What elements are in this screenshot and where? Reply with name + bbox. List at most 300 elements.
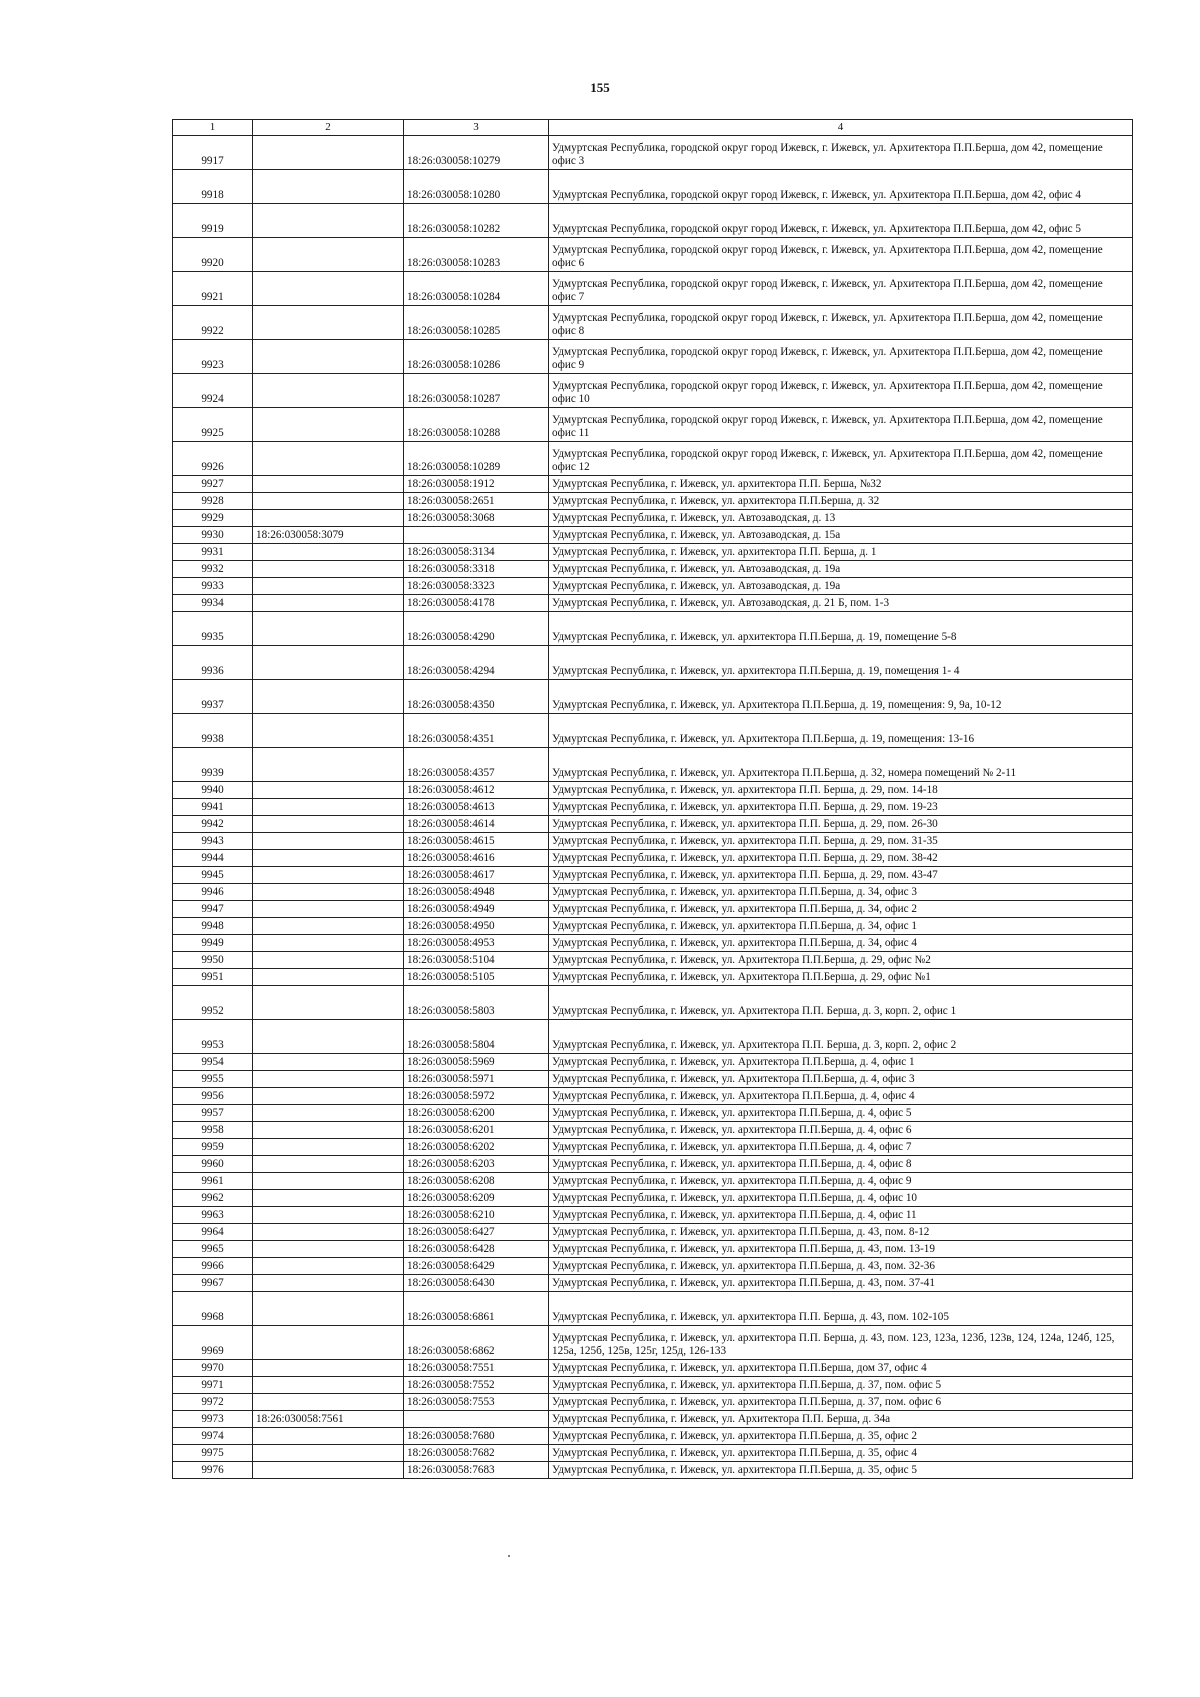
cell-address: Удмуртская Республика, г. Ижевск, ул. архитектора П.П.Берша, д. 34, офис 3: [549, 884, 1133, 901]
table-row: [173, 935, 1133, 952]
cell-parcel-number: 18:26:030058:3079: [253, 527, 404, 544]
cell-parcel-number: [253, 782, 404, 799]
cell-parcel-number: [253, 867, 404, 884]
table-row: [173, 1428, 1133, 1445]
cell-address: Удмуртская Республика, г. Ижевск, ул. архитектора П.П.Берша, д. 43, пом. 32-36: [549, 1258, 1133, 1275]
cell-number: 9966: [173, 1258, 253, 1275]
table-row: [173, 527, 1133, 544]
table-row: [173, 1241, 1133, 1258]
cell-number: 9940: [173, 782, 253, 799]
cell-parcel-number: [253, 1428, 404, 1445]
cell-number: 9945: [173, 867, 253, 884]
cell-number: 9971: [173, 1377, 253, 1394]
cell-parcel-number: [253, 1292, 404, 1326]
cell-address: Удмуртская Республика, г. Ижевск, ул. Архитектора П.П. Берша, д. 3, корп. 2, офис 2: [549, 1020, 1133, 1054]
cell-address: Удмуртская Республика, г. Ижевск, ул. архитектора П.П.Берша, д. 34, офис 2: [549, 901, 1133, 918]
cell-cadastral-number: 18:26:030058:7682: [404, 1445, 549, 1462]
cell-cadastral-number: 18:26:030058:6861: [404, 1292, 549, 1326]
table-row: [173, 306, 1133, 340]
cell-cadastral-number: 18:26:030058:10287: [404, 374, 549, 408]
cell-number: 9973: [173, 1411, 253, 1428]
cell-parcel-number: [253, 1020, 404, 1054]
table-row: [173, 1173, 1133, 1190]
table-row: [173, 1207, 1133, 1224]
cell-parcel-number: [253, 850, 404, 867]
cell-number: 9968: [173, 1292, 253, 1326]
cell-cadastral-number: 18:26:030058:7552: [404, 1377, 549, 1394]
cell-address: Удмуртская Республика, г. Ижевск, ул. архитектора П.П. Берша, д. 43, пом. 123, 123а, 123б, 123в, 124, 124а, 124б, 125, 125а, 125б, 125в, 125г, 125д, 126-133: [549, 1326, 1133, 1360]
cell-address: Удмуртская Республика, г. Ижевск, ул. архитектора П.П.Берша, д. 19, помещения 1- 4: [549, 646, 1133, 680]
cell-parcel-number: [253, 884, 404, 901]
cell-address: Удмуртская Республика, городской округ город Ижевск, г. Ижевск, ул. Архитектора П.П.Берша, дом 42, помещение офис 8: [549, 306, 1133, 340]
cell-address: Удмуртская Республика, г. Ижевск, ул. архитектора П.П.Берша, д. 4, офис 11: [549, 1207, 1133, 1224]
cell-cadastral-number: 18:26:030058:5972: [404, 1088, 549, 1105]
cell-number: 9937: [173, 680, 253, 714]
table-row: [173, 238, 1133, 272]
cell-address: Удмуртская Республика, г. Ижевск, ул. архитектора П.П. Берша, д. 1: [549, 544, 1133, 561]
cell-parcel-number: [253, 1088, 404, 1105]
table-row: [173, 612, 1133, 646]
cell-cadastral-number: [404, 527, 549, 544]
table-row: [173, 680, 1133, 714]
cell-cadastral-number: 18:26:030058:6427: [404, 1224, 549, 1241]
cell-number: 9925: [173, 408, 253, 442]
cell-parcel-number: [253, 1054, 404, 1071]
cell-parcel-number: [253, 748, 404, 782]
cell-number: 9953: [173, 1020, 253, 1054]
cell-cadastral-number: 18:26:030058:10285: [404, 306, 549, 340]
cell-number: 9958: [173, 1122, 253, 1139]
cell-address: Удмуртская Республика, городской округ город Ижевск, г. Ижевск, ул. Архитектора П.П.Берша, дом 42, офис 5: [549, 204, 1133, 238]
cell-parcel-number: [253, 578, 404, 595]
table-row: [173, 833, 1133, 850]
cell-address: Удмуртская Республика, г. Ижевск, ул. архитектора П.П. Берша, д. 29, пом. 31-35: [549, 833, 1133, 850]
cell-number: 9929: [173, 510, 253, 527]
table-row: [173, 918, 1133, 935]
cell-address: Удмуртская Республика, г. Ижевск, ул. архитектора П.П.Берша, д. 4, офис 7: [549, 1139, 1133, 1156]
cell-address: Удмуртская Республика, г. Ижевск, ул. архитектора П.П. Берша, №32: [549, 476, 1133, 493]
cell-cadastral-number: 18:26:030058:7683: [404, 1462, 549, 1479]
cell-parcel-number: [253, 1173, 404, 1190]
header-row: [173, 120, 1133, 136]
table-row: [173, 1088, 1133, 1105]
cell-number: 9923: [173, 340, 253, 374]
cell-number: 9952: [173, 986, 253, 1020]
cell-cadastral-number: 18:26:030058:3323: [404, 578, 549, 595]
cell-parcel-number: [253, 1139, 404, 1156]
cell-parcel-number: 18:26:030058:7561: [253, 1411, 404, 1428]
cell-parcel-number: [253, 969, 404, 986]
cell-address: Удмуртская Республика, г. Ижевск, ул. Архитектора П.П.Берша, д. 32, номера помещений № 2-11: [549, 748, 1133, 782]
table-row: [173, 1071, 1133, 1088]
cell-parcel-number: [253, 1241, 404, 1258]
cell-address: Удмуртская Республика, г. Ижевск, ул. архитектора П.П. Берша, д. 29, пом. 14-18: [549, 782, 1133, 799]
table-row: [173, 493, 1133, 510]
cell-number: 9935: [173, 612, 253, 646]
table-row: [173, 442, 1133, 476]
cell-cadastral-number: 18:26:030058:4613: [404, 799, 549, 816]
cell-cadastral-number: 18:26:030058:5971: [404, 1071, 549, 1088]
cell-parcel-number: [253, 1224, 404, 1241]
cell-number: 9919: [173, 204, 253, 238]
cell-parcel-number: [253, 918, 404, 935]
cell-parcel-number: [253, 1377, 404, 1394]
cell-address: Удмуртская Республика, г. Ижевск, ул. архитектора П.П.Берша, д. 32: [549, 493, 1133, 510]
scan-speck: [508, 1555, 510, 1557]
cell-parcel-number: [253, 1122, 404, 1139]
table-row: [173, 782, 1133, 799]
cell-address: Удмуртская Республика, г. Ижевск, ул. архитектора П.П.Берша, д. 35, офис 5: [549, 1462, 1133, 1479]
cell-parcel-number: [253, 493, 404, 510]
cell-cadastral-number: 18:26:030058:4948: [404, 884, 549, 901]
cell-number: 9950: [173, 952, 253, 969]
cell-parcel-number: [253, 1394, 404, 1411]
cell-number: 9922: [173, 306, 253, 340]
cell-number: 9951: [173, 969, 253, 986]
cell-parcel-number: [253, 1275, 404, 1292]
cell-number: 9936: [173, 646, 253, 680]
table-row: [173, 1190, 1133, 1207]
cell-number: 9921: [173, 272, 253, 306]
cell-parcel-number: [253, 646, 404, 680]
cell-number: 9943: [173, 833, 253, 850]
table-row: [173, 1020, 1133, 1054]
cell-number: 9918: [173, 170, 253, 204]
cell-parcel-number: [253, 306, 404, 340]
cell-parcel-number: [253, 1462, 404, 1479]
cell-cadastral-number: 18:26:030058:4949: [404, 901, 549, 918]
cell-address: Удмуртская Республика, городской округ город Ижевск, г. Ижевск, ул. Архитектора П.П.Берша, дом 42, помещение офис 12: [549, 442, 1133, 476]
cell-number: 9967: [173, 1275, 253, 1292]
cell-number: 9975: [173, 1445, 253, 1462]
cell-cadastral-number: 18:26:030058:6203: [404, 1156, 549, 1173]
cell-address: Удмуртская Республика, городской округ город Ижевск, г. Ижевск, ул. Архитектора П.П.Берша, дом 42, помещение офис 3: [549, 136, 1133, 170]
cell-cadastral-number: 18:26:030058:4950: [404, 918, 549, 935]
cell-parcel-number: [253, 799, 404, 816]
cell-address: Удмуртская Республика, г. Ижевск, ул. Автозаводская, д. 13: [549, 510, 1133, 527]
cell-address: Удмуртская Республика, г. Ижевск, ул. архитектора П.П.Берша, д. 37, пом. офис 6: [549, 1394, 1133, 1411]
cell-number: 9955: [173, 1071, 253, 1088]
table-row: [173, 374, 1133, 408]
cell-parcel-number: [253, 561, 404, 578]
cell-cadastral-number: 18:26:030058:6208: [404, 1173, 549, 1190]
cell-address: Удмуртская Республика, г. Ижевск, ул. архитектора П.П.Берша, д. 43, пом. 37-41: [549, 1275, 1133, 1292]
cell-address: Удмуртская Республика, г. Ижевск, ул. Автозаводская, д. 19а: [549, 578, 1133, 595]
cell-cadastral-number: 18:26:030058:6428: [404, 1241, 549, 1258]
cell-cadastral-number: 18:26:030058:7551: [404, 1360, 549, 1377]
table-row: [173, 578, 1133, 595]
table-row: [173, 1054, 1133, 1071]
cell-parcel-number: [253, 1156, 404, 1173]
cell-number: 9970: [173, 1360, 253, 1377]
table-row: [173, 1360, 1133, 1377]
table-row: [173, 1224, 1133, 1241]
cell-cadastral-number: 18:26:030058:10284: [404, 272, 549, 306]
cell-parcel-number: [253, 272, 404, 306]
cell-address: Удмуртская Республика, городской округ город Ижевск, г. Ижевск, ул. Архитектора П.П.Берша, дом 42, помещение офис 7: [549, 272, 1133, 306]
table-row: [173, 595, 1133, 612]
table-row: [173, 884, 1133, 901]
cell-address: Удмуртская Республика, г. Ижевск, ул. Архитектора П.П.Берша, д. 4, офис 4: [549, 1088, 1133, 1105]
table-header: [173, 120, 1133, 136]
cell-address: Удмуртская Республика, г. Ижевск, ул. архитектора П.П.Берша, д. 4, офис 6: [549, 1122, 1133, 1139]
table-row: [173, 340, 1133, 374]
cell-parcel-number: [253, 1326, 404, 1360]
table-row: [173, 850, 1133, 867]
table-row: [173, 901, 1133, 918]
cell-cadastral-number: 18:26:030058:5803: [404, 986, 549, 1020]
cell-address: Удмуртская Республика, г. Ижевск, ул. Архитектора П.П.Берша, д. 19, помещения: 9, 9а, 10-12: [549, 680, 1133, 714]
cell-cadastral-number: 18:26:030058:4178: [404, 595, 549, 612]
cell-cadastral-number: 18:26:030058:10289: [404, 442, 549, 476]
cell-number: 9963: [173, 1207, 253, 1224]
cell-address: Удмуртская Республика, городской округ город Ижевск, г. Ижевск, ул. Архитектора П.П.Берша, дом 42, помещение офис 11: [549, 408, 1133, 442]
cell-number: 9965: [173, 1241, 253, 1258]
table-row: [173, 561, 1133, 578]
cell-address: Удмуртская Республика, г. Ижевск, ул. архитектора П.П.Берша, д. 4, офис 8: [549, 1156, 1133, 1173]
table-row: [173, 969, 1133, 986]
cell-number: 9964: [173, 1224, 253, 1241]
cell-number: 9961: [173, 1173, 253, 1190]
cell-number: 9934: [173, 595, 253, 612]
table-row: [173, 952, 1133, 969]
cell-parcel-number: [253, 374, 404, 408]
cell-address: Удмуртская Республика, г. Ижевск, ул. архитектора П.П.Берша, д. 43, пом. 8-12: [549, 1224, 1133, 1241]
cell-cadastral-number: 18:26:030058:10283: [404, 238, 549, 272]
cell-cadastral-number: 18:26:030058:7553: [404, 1394, 549, 1411]
cell-address: Удмуртская Республика, г. Ижевск, ул. архитектора П.П.Берша, д. 34, офис 1: [549, 918, 1133, 935]
cell-address: Удмуртская Республика, г. Ижевск, ул. архитектора П.П. Берша, д. 29, пом. 43-47: [549, 867, 1133, 884]
column-header-3: 3: [404, 120, 549, 136]
cell-cadastral-number: 18:26:030058:5969: [404, 1054, 549, 1071]
cell-cadastral-number: 18:26:030058:3134: [404, 544, 549, 561]
cell-number: 9957: [173, 1105, 253, 1122]
cell-cadastral-number: 18:26:030058:7680: [404, 1428, 549, 1445]
cell-cadastral-number: 18:26:030058:10279: [404, 136, 549, 170]
cell-cadastral-number: 18:26:030058:4290: [404, 612, 549, 646]
cell-cadastral-number: 18:26:030058:3318: [404, 561, 549, 578]
cell-number: 9944: [173, 850, 253, 867]
cell-parcel-number: [253, 1207, 404, 1224]
cell-parcel-number: [253, 901, 404, 918]
column-header-4: 4: [549, 120, 1133, 136]
cell-number: 9931: [173, 544, 253, 561]
cell-parcel-number: [253, 833, 404, 850]
cell-parcel-number: [253, 408, 404, 442]
cell-number: 9938: [173, 714, 253, 748]
cell-address: Удмуртская Республика, г. Ижевск, ул. архитектора П.П. Берша, д. 29, пом. 38-42: [549, 850, 1133, 867]
table-row: [173, 510, 1133, 527]
cell-address: Удмуртская Республика, г. Ижевск, ул. архитектора П.П.Берша, д. 35, офис 2: [549, 1428, 1133, 1445]
cell-parcel-number: [253, 986, 404, 1020]
cell-cadastral-number: 18:26:030058:4615: [404, 833, 549, 850]
cell-parcel-number: [253, 714, 404, 748]
cell-cadastral-number: 18:26:030058:5804: [404, 1020, 549, 1054]
cell-parcel-number: [253, 1105, 404, 1122]
cell-address: Удмуртская Республика, г. Ижевск, ул. архитектора П.П.Берша, д. 37, пом. офис 5: [549, 1377, 1133, 1394]
cell-address: Удмуртская Республика, г. Ижевск, ул. архитектора П.П.Берша, д. 19, помещение 5-8: [549, 612, 1133, 646]
cell-address: Удмуртская Республика, городской округ город Ижевск, г. Ижевск, ул. Архитектора П.П.Берша, дом 42, офис 4: [549, 170, 1133, 204]
cell-cadastral-number: 18:26:030058:6209: [404, 1190, 549, 1207]
table-row: [173, 1394, 1133, 1411]
cell-number: 9947: [173, 901, 253, 918]
cell-parcel-number: [253, 510, 404, 527]
cell-number: 9930: [173, 527, 253, 544]
cell-cadastral-number: 18:26:030058:2651: [404, 493, 549, 510]
cell-number: 9939: [173, 748, 253, 782]
cell-cadastral-number: 18:26:030058:4616: [404, 850, 549, 867]
cell-number: 9949: [173, 935, 253, 952]
table-row: [173, 816, 1133, 833]
cell-cadastral-number: 18:26:030058:10282: [404, 204, 549, 238]
cell-parcel-number: [253, 1190, 404, 1207]
table-row: [173, 1377, 1133, 1394]
cell-parcel-number: [253, 816, 404, 833]
cell-cadastral-number: 18:26:030058:4612: [404, 782, 549, 799]
cell-parcel-number: [253, 170, 404, 204]
cell-parcel-number: [253, 1258, 404, 1275]
cell-address: Удмуртская Республика, городской округ город Ижевск, г. Ижевск, ул. Архитектора П.П.Берша, дом 42, помещение офис 9: [549, 340, 1133, 374]
table-row: [173, 476, 1133, 493]
cell-cadastral-number: 18:26:030058:4614: [404, 816, 549, 833]
table-row: [173, 799, 1133, 816]
cell-parcel-number: [253, 1360, 404, 1377]
cell-address: Удмуртская Республика, г. Ижевск, ул. Архитектора П.П.Берша, д. 4, офис 3: [549, 1071, 1133, 1088]
cell-cadastral-number: 18:26:030058:5105: [404, 969, 549, 986]
cell-number: 9960: [173, 1156, 253, 1173]
cell-cadastral-number: 18:26:030058:6202: [404, 1139, 549, 1156]
cell-parcel-number: [253, 136, 404, 170]
cell-parcel-number: [253, 952, 404, 969]
cell-cadastral-number: 18:26:030058:6430: [404, 1275, 549, 1292]
cell-address: Удмуртская Республика, г. Ижевск, ул. Архитектора П.П.Берша, д. 19, помещения: 13-16: [549, 714, 1133, 748]
cell-cadastral-number: 18:26:030058:6210: [404, 1207, 549, 1224]
cell-address: Удмуртская Республика, г. Ижевск, ул. Архитектора П.П.Берша, д. 29, офис №2: [549, 952, 1133, 969]
table-row: [173, 1445, 1133, 1462]
table-row: [173, 1462, 1133, 1479]
table-row: [173, 1156, 1133, 1173]
table-row: [173, 272, 1133, 306]
table-row: [173, 170, 1133, 204]
cell-parcel-number: [253, 595, 404, 612]
cell-cadastral-number: [404, 1411, 549, 1428]
cell-cadastral-number: 18:26:030058:4351: [404, 714, 549, 748]
cell-parcel-number: [253, 442, 404, 476]
cell-number: 9954: [173, 1054, 253, 1071]
table-body: [173, 136, 1133, 1479]
cell-cadastral-number: 18:26:030058:6201: [404, 1122, 549, 1139]
table-row: [173, 1326, 1133, 1360]
table-row: [173, 748, 1133, 782]
cell-cadastral-number: 18:26:030058:4294: [404, 646, 549, 680]
cell-number: 9972: [173, 1394, 253, 1411]
table-row: [173, 1411, 1133, 1428]
table-row: [173, 1292, 1133, 1326]
table-row: [173, 646, 1133, 680]
cell-number: 9969: [173, 1326, 253, 1360]
cell-cadastral-number: 18:26:030058:10280: [404, 170, 549, 204]
cell-number: 9956: [173, 1088, 253, 1105]
cell-cadastral-number: 18:26:030058:4953: [404, 935, 549, 952]
table-row: [173, 714, 1133, 748]
cell-parcel-number: [253, 1445, 404, 1462]
cell-address: Удмуртская Республика, городской округ город Ижевск, г. Ижевск, ул. Архитектора П.П.Берша, дом 42, помещение офис 6: [549, 238, 1133, 272]
cell-cadastral-number: 18:26:030058:1912: [404, 476, 549, 493]
cell-cadastral-number: 18:26:030058:6200: [404, 1105, 549, 1122]
cell-address: Удмуртская Республика, г. Ижевск, ул. Архитектора П.П. Берша, д. 3, корп. 2, офис 1: [549, 986, 1133, 1020]
cell-cadastral-number: 18:26:030058:5104: [404, 952, 549, 969]
cell-cadastral-number: 18:26:030058:10286: [404, 340, 549, 374]
table-row: [173, 1139, 1133, 1156]
table-row: [173, 1122, 1133, 1139]
cell-cadastral-number: 18:26:030058:3068: [404, 510, 549, 527]
cell-number: 9976: [173, 1462, 253, 1479]
cell-number: 9962: [173, 1190, 253, 1207]
table-row: [173, 986, 1133, 1020]
cell-number: 9948: [173, 918, 253, 935]
cell-address: Удмуртская Республика, г. Ижевск, ул. архитектора П.П.Берша, дом 37, офис 4: [549, 1360, 1133, 1377]
table-row: [173, 544, 1133, 561]
cell-cadastral-number: 18:26:030058:6429: [404, 1258, 549, 1275]
registry-table: [172, 119, 1133, 1479]
cell-number: 9927: [173, 476, 253, 493]
table-row: [173, 204, 1133, 238]
cell-address: Удмуртская Республика, г. Ижевск, ул. Автозаводская, д. 21 Б, пом. 1-3: [549, 595, 1133, 612]
table-row: [173, 1258, 1133, 1275]
cell-address: Удмуртская Республика, г. Ижевск, ул. архитектора П.П.Берша, д. 34, офис 4: [549, 935, 1133, 952]
cell-address: Удмуртская Республика, г. Ижевск, ул. архитектора П.П.Берша, д. 43, пом. 13-19: [549, 1241, 1133, 1258]
cell-number: 9959: [173, 1139, 253, 1156]
table-row: [173, 408, 1133, 442]
cell-number: 9941: [173, 799, 253, 816]
cell-address: Удмуртская Республика, г. Ижевск, ул. архитектора П.П.Берша, д. 4, офис 10: [549, 1190, 1133, 1207]
cell-number: 9917: [173, 136, 253, 170]
cell-address: Удмуртская Республика, г. Ижевск, ул. архитектора П.П. Берша, д. 29, пом. 19-23: [549, 799, 1133, 816]
cell-number: 9924: [173, 374, 253, 408]
cell-parcel-number: [253, 1071, 404, 1088]
cell-parcel-number: [253, 544, 404, 561]
cell-address: Удмуртская Республика, городской округ город Ижевск, г. Ижевск, ул. Архитектора П.П.Берша, дом 42, помещение офис 10: [549, 374, 1133, 408]
table-row: [173, 867, 1133, 884]
cell-number: 9928: [173, 493, 253, 510]
cell-parcel-number: [253, 476, 404, 493]
cell-parcel-number: [253, 340, 404, 374]
cell-address: Удмуртская Республика, г. Ижевск, ул. архитектора П.П.Берша, д. 4, офис 9: [549, 1173, 1133, 1190]
cell-number: 9926: [173, 442, 253, 476]
cell-cadastral-number: 18:26:030058:10288: [404, 408, 549, 442]
cell-address: Удмуртская Республика, г. Ижевск, ул. Архитектора П.П.Берша, д. 4, офис 1: [549, 1054, 1133, 1071]
cell-parcel-number: [253, 238, 404, 272]
cell-number: 9942: [173, 816, 253, 833]
cell-address: Удмуртская Республика, г. Ижевск, ул. Архитектора П.П.Берша, д. 29, офис №1: [549, 969, 1133, 986]
page-number: 155: [590, 80, 610, 95]
cell-address: Удмуртская Республика, г. Ижевск, ул. архитектора П.П. Берша, д. 29, пом. 26-30: [549, 816, 1133, 833]
cell-address: Удмуртская Республика, г. Ижевск, ул. архитектора П.П.Берша, д. 4, офис 5: [549, 1105, 1133, 1122]
cell-address: Удмуртская Республика, г. Ижевск, ул. архитектора П.П. Берша, д. 43, пом. 102-105: [549, 1292, 1133, 1326]
cell-parcel-number: [253, 680, 404, 714]
cell-number: 9974: [173, 1428, 253, 1445]
cell-cadastral-number: 18:26:030058:4350: [404, 680, 549, 714]
cell-address: Удмуртская Республика, г. Ижевск, ул. Автозаводская, д. 19а: [549, 561, 1133, 578]
cell-number: 9946: [173, 884, 253, 901]
column-header-2: 2: [253, 120, 404, 136]
cell-address: Удмуртская Республика, г. Ижевск, ул. Автозаводская, д. 15а: [549, 527, 1133, 544]
cell-cadastral-number: 18:26:030058:6862: [404, 1326, 549, 1360]
cell-cadastral-number: 18:26:030058:4357: [404, 748, 549, 782]
table-row: [173, 136, 1133, 170]
column-header-1: 1: [173, 120, 253, 136]
cell-parcel-number: [253, 612, 404, 646]
